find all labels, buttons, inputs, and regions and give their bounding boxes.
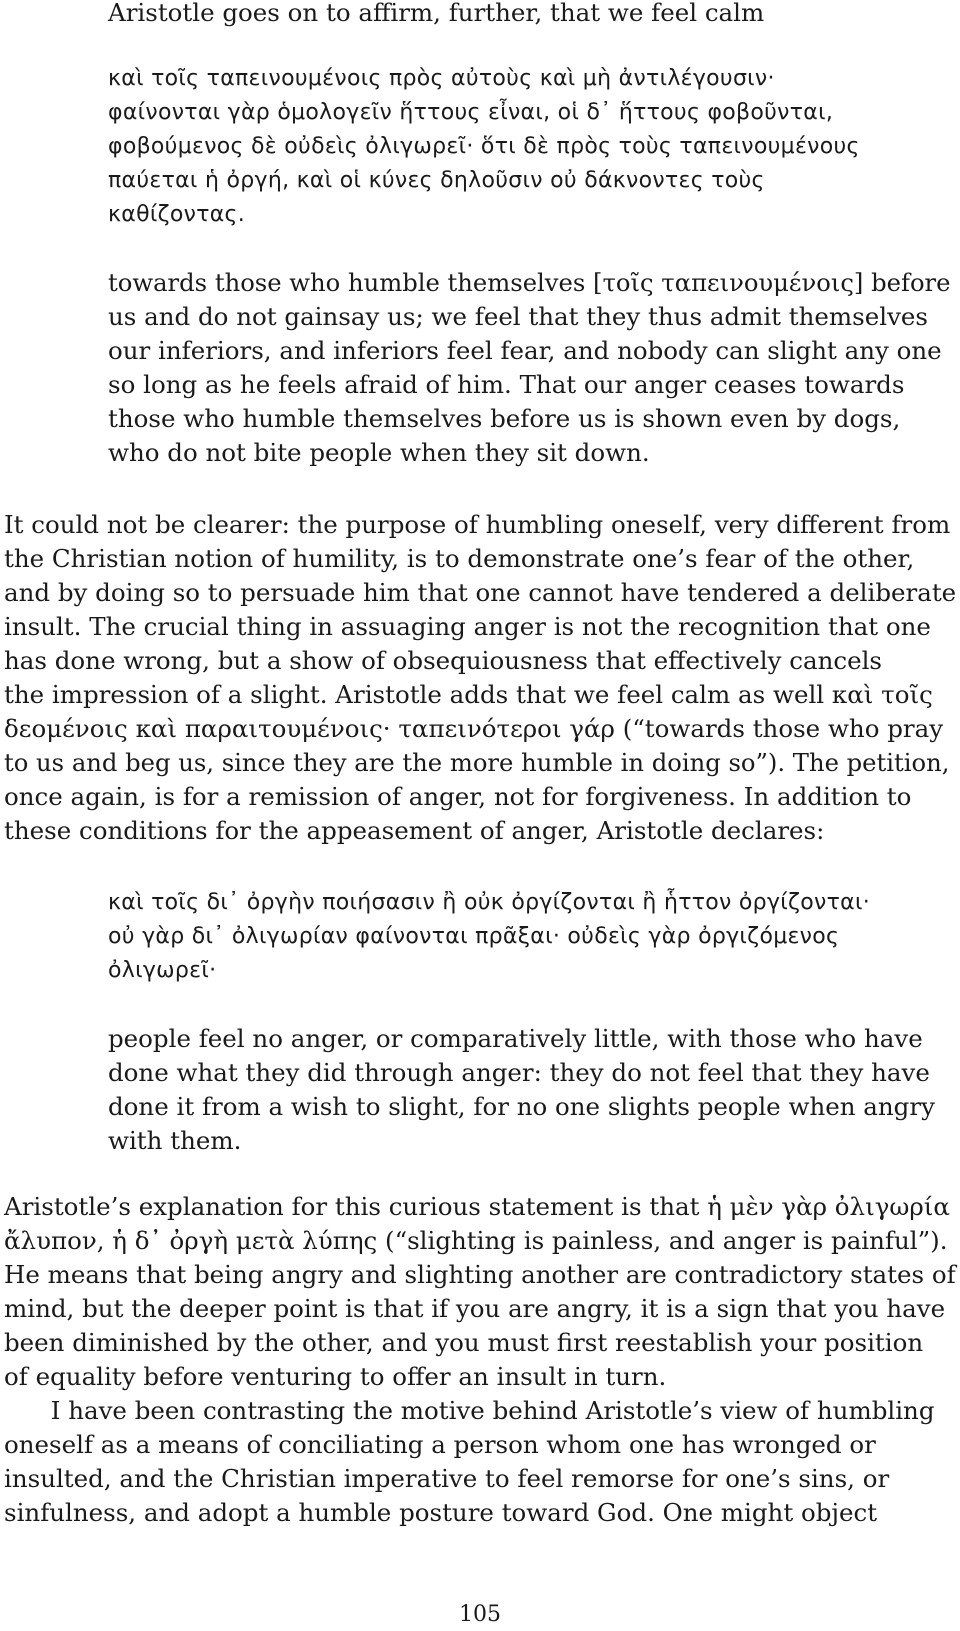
- paragraph1-line: the Christian notion of humility, is to demonstrate one’s fear of the other,: [4, 544, 915, 573]
- quote2-translation-line: done what they did through anger: they do not feel that they have: [108, 1058, 930, 1087]
- paragraph1-line: these conditions for the appeasement of anger, Aristotle declares:: [4, 816, 825, 845]
- quote1-translation-line: so long as he feels afraid of him. That our anger ceases towards: [108, 370, 905, 399]
- quote1-translation-line: towards those who humble themselves [τοῖς ταπεινουμένοις] before: [108, 268, 951, 297]
- paragraph2-line: been diminished by the other, and you must first reestablish your position: [4, 1328, 924, 1357]
- quote1-translation-line: those who humble themselves before us is shown even by dogs,: [108, 404, 901, 433]
- paragraph1-line: insult. The crucial thing in assuaging anger is not the recognition that one: [4, 612, 931, 641]
- paragraph2-line: ἄλυπον, ἡ δ᾽ ὀργὴ μετὰ λύπης (“slighting is painless, and anger is painful”).: [4, 1226, 948, 1255]
- quote2-greek-line: ὀλιγωρεῖ·: [108, 958, 217, 983]
- page-number: 105: [459, 1602, 501, 1627]
- quote1-greek-line: παύεται ἡ ὀργή, καὶ οἱ κύνες δηλοῦσιν οὐ δάκνοντες τοὺς: [108, 168, 765, 193]
- quote1-greek-line: φοβούμενος δὲ οὐδεὶς ὀλιγωρεῖ· ὅτι δὲ πρὸς τοὺς ταπεινουμένους: [108, 134, 860, 159]
- paragraph2-line: He means that being angry and slighting another are contradictory states of: [4, 1260, 956, 1289]
- paragraph1-line: has done wrong, but a show of obsequiousness that effectively cancels: [4, 646, 883, 675]
- paragraph1-line: to us and beg us, since they are the more humble in doing so”). The petition,: [4, 748, 950, 777]
- quote1-translation-line: who do not bite people when they sit down.: [108, 438, 650, 467]
- quote2-translation-line: people feel no anger, or comparatively little, with those who have: [108, 1024, 923, 1053]
- paragraph2-line: insulted, and the Christian imperative to feel remorse for one’s sins, or: [4, 1464, 890, 1493]
- paragraph1-line: and by doing so to persuade him that one cannot have tendered a deliberate: [4, 578, 957, 607]
- paragraph2-line: of equality before venturing to offer an insult in turn.: [4, 1362, 667, 1391]
- paragraph1-line: It could not be clearer: the purpose of humbling oneself, very different from: [4, 510, 951, 539]
- quote1-translation-line: our inferiors, and inferiors feel fear, and nobody can slight any one: [108, 336, 942, 365]
- paragraph1-line: once again, is for a remission of anger, not for forgiveness. In addition to: [4, 782, 912, 811]
- quote1-greek-line: καὶ τοῖς ταπεινουμένοις πρὸς αὐτοὺς καὶ μὴ ἀντιλέγουσιν·: [108, 66, 775, 91]
- quote2-translation-line: done it from a wish to slight, for no one slights people when angry: [108, 1092, 935, 1121]
- paragraph1-line: the impression of a slight. Aristotle adds that we feel calm as well καὶ τοῖς: [4, 680, 933, 709]
- paragraph2-line: sinfulness, and adopt a humble posture toward God. One might object: [4, 1498, 878, 1527]
- paragraph2-line: I have been contrasting the motive behind Aristotle’s view of humbling: [4, 1396, 935, 1425]
- quote2-greek-line: οὐ γὰρ δι᾽ ὀλιγωρίαν φαίνονται πρᾶξαι· οὐδεὶς γὰρ ὀργιζόμενος: [108, 924, 840, 949]
- paragraph1-line: δεομένοις καὶ παραιτουμένοις· ταπεινότεροι γάρ (“towards those who pray: [4, 714, 944, 743]
- paragraph2-line: mind, but the deeper point is that if you are angry, it is a sign that you have: [4, 1294, 946, 1323]
- intro-line: Aristotle goes on to affirm, further, that we feel calm: [108, 0, 765, 27]
- paragraph2-line: oneself as a means of conciliating a person whom one has wronged or: [4, 1430, 876, 1459]
- quote1-greek-line: φαίνονται γὰρ ὁμολογεῖν ἥττους εἶναι, οἱ δ᾽ ἥττους φοβοῦνται,: [108, 100, 834, 125]
- quote1-translation-line: us and do not gainsay us; we feel that they thus admit themselves: [108, 302, 928, 331]
- quote2-greek-line: καὶ τοῖς δι᾽ ὀργὴν ποιήσασιν ἢ οὐκ ὀργίζονται ἢ ἧττον ὀργίζονται·: [108, 890, 871, 915]
- paragraph2-line: Aristotle’s explanation for this curious statement is that ἡ μὲν γὰρ ὀλιγωρία: [4, 1192, 950, 1221]
- quote2-translation-line: with them.: [108, 1126, 242, 1155]
- quote1-greek-line: καθίζοντας.: [108, 202, 246, 227]
